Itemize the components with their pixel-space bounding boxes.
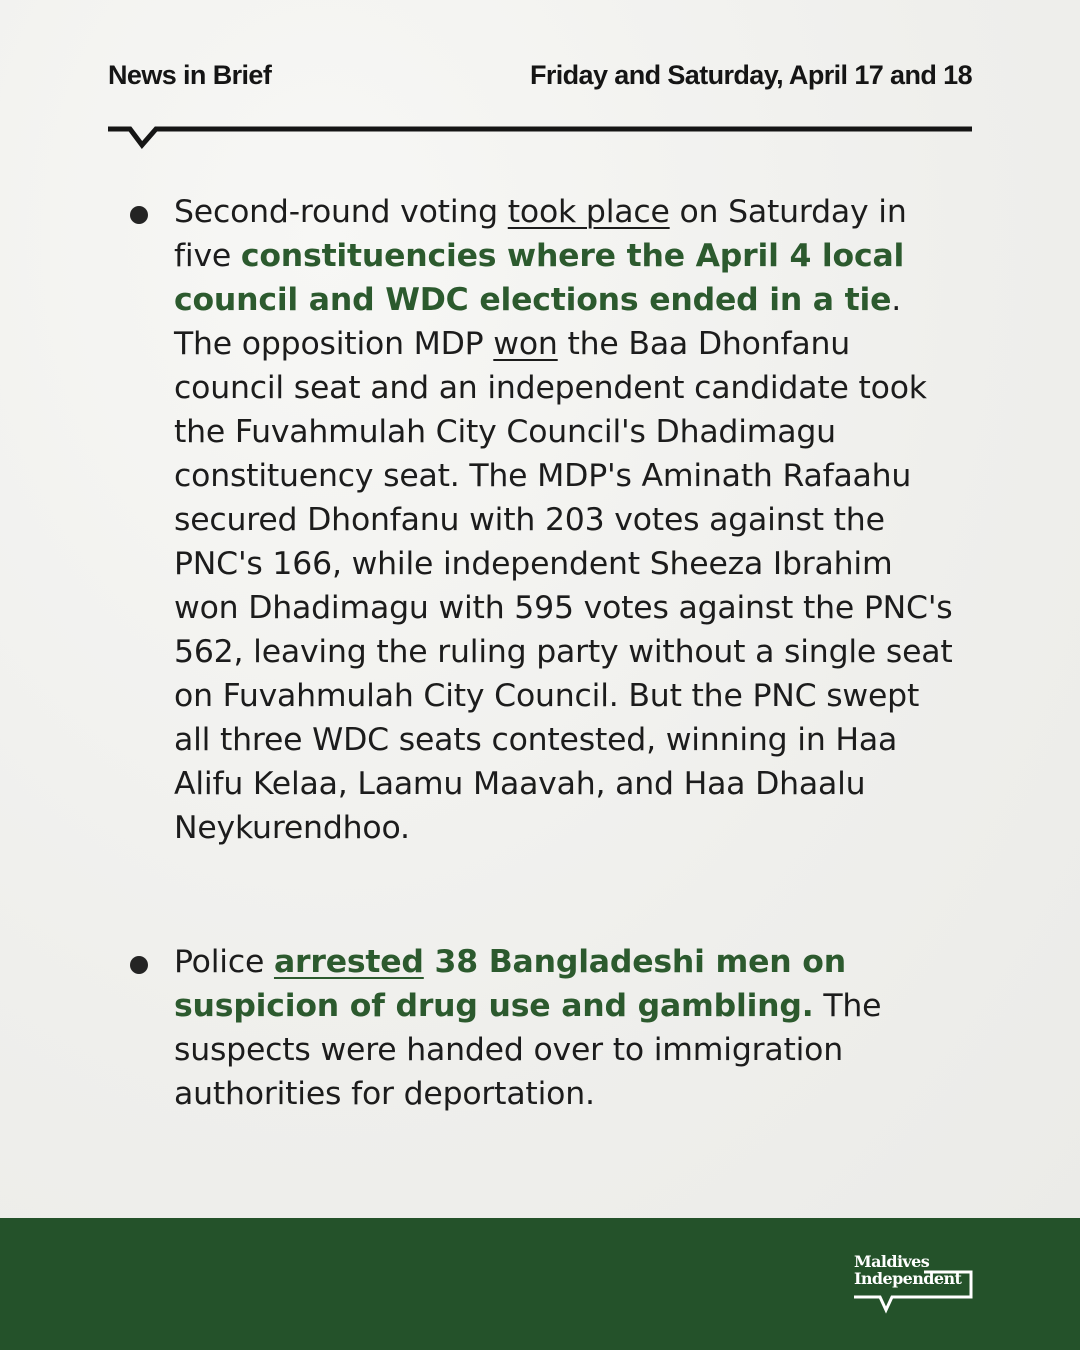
arrested-link[interactable]: arrested — [273, 944, 424, 980]
bullet-icon — [130, 956, 148, 974]
won-link[interactable]: won — [493, 326, 558, 362]
bullet-icon — [130, 206, 148, 224]
footer-bar — [0, 1218, 1080, 1350]
news-item — [130, 190, 960, 850]
news-item — [130, 940, 960, 1116]
news-list — [130, 190, 960, 1116]
maldives-independent-logo — [852, 1250, 974, 1316]
logo-text-line2: Independent — [854, 1269, 962, 1288]
section-title: News in Brief — [108, 60, 272, 90]
highlight-text: constituencies where the April 4 local council and WDC elections ended in a tie — [174, 238, 905, 318]
news-item-text: Second-round voting took place on Saturday in five constituencies where the April 4 local council and WDC elections ended in a tie. The opposition MDP won the Baa Dhonfanu council seat and an independent candidate took the Fuvahmulah City Council's Dhadimagu constituency seat. The MDP's Aminath Rafaahu secured Dhonfanu with 203 votes against the PNC's 166, while independent Sheeza Ibrahim won Dhadimagu with 595 votes against the PNC's 562, leaving the ruling party without a single seat on Fuvahmulah City Council. But the PNC swept all three WDC seats contested, winning in Haa Alifu Kelaa, Laamu Maavah, and Haa Dhaalu Neykurendhoo. — [174, 194, 953, 846]
issue-date: Friday and Saturday, April 17 and 18 — [529, 60, 972, 90]
logo-text-line1: Maldives — [854, 1252, 930, 1271]
highlight-text: 38 Bangladeshi men on suspicion of drug use and gambling. — [174, 944, 846, 1024]
took-place-link[interactable]: took place — [507, 194, 670, 230]
news-item-text: Police arrested 38 Bangladeshi men on suspicion of drug use and gambling. The suspects were handed over to immigration authorities for deportation. — [174, 944, 882, 1112]
page-header — [108, 60, 972, 100]
speech-bubble-rule — [108, 121, 972, 153]
